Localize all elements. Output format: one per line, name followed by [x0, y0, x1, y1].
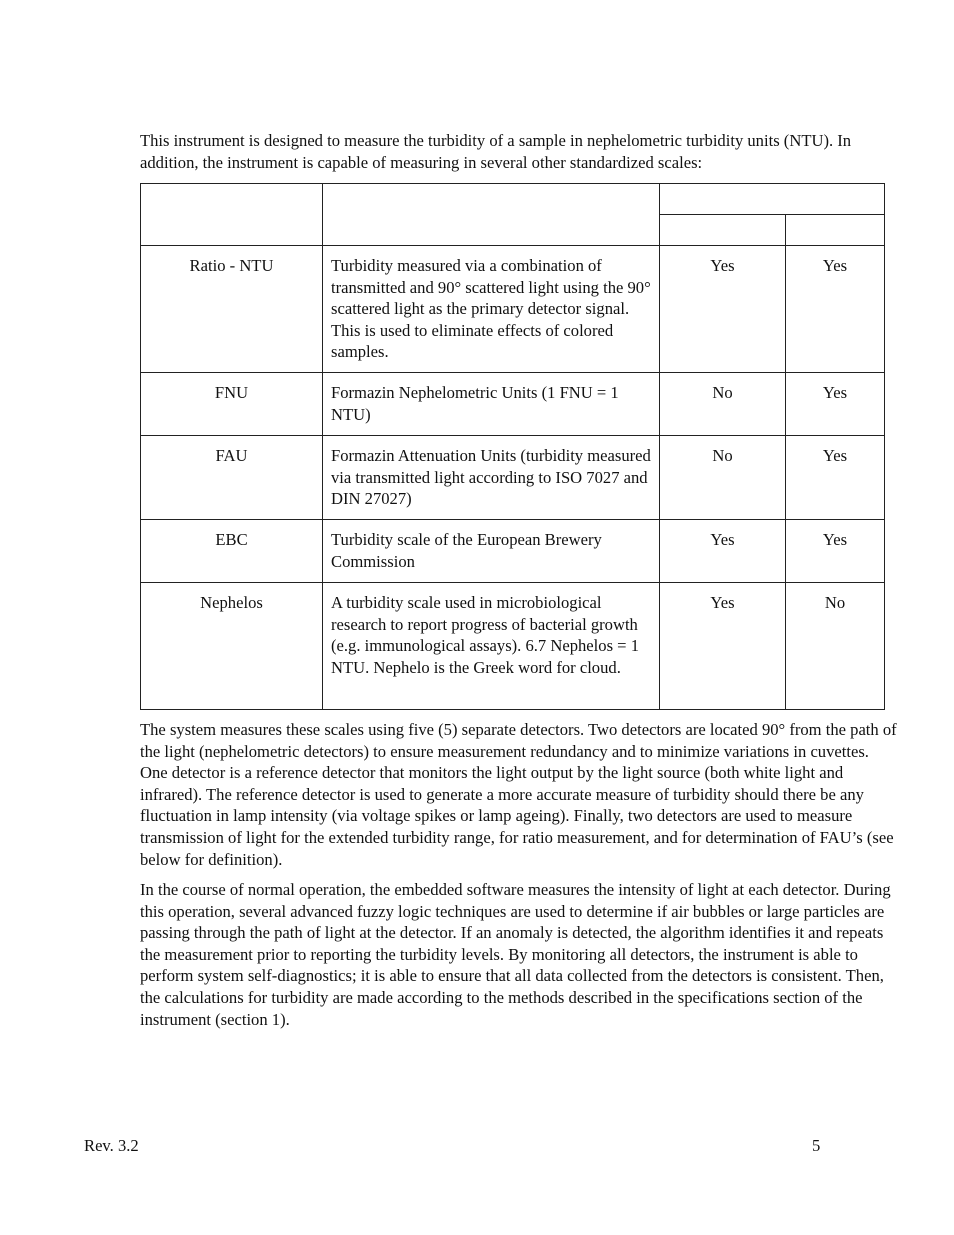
header-cell-col-b — [786, 215, 885, 246]
header-cell-col-a — [660, 215, 786, 246]
scale-name: Ratio - NTU — [141, 246, 323, 373]
scale-col-b: Yes — [786, 373, 885, 436]
scale-col-a: Yes — [660, 583, 786, 710]
scale-col-a: No — [660, 373, 786, 436]
header-cell-group — [660, 184, 885, 215]
table-row — [141, 436, 885, 520]
scale-col-a: Yes — [660, 520, 786, 583]
scale-description: A turbidity scale used in microbiological research to report progress of bacterial growth (e.g. immunological assays). 6.7 Nephelos = 1 NTU. Nephelo is the Greek word for cloud. — [323, 583, 660, 710]
operation-paragraph: In the course of normal operation, the embedded software measures the intensity of light at each detector. During this operation, several advanced fuzzy logic techniques are used to determine if air bubbles or large particles are passing through the path of light at the detector. If an anomaly is detected, the algorithm identifies it and repeats the measurement prior to reporting the turbidity levels. By monitoring all detectors, the instrument is able to perform system self-diagnostics; it is able to ensure that all data collected from the detectors is consistent. Then, the calculations for turbidity are made according to the methods described in the specifications section of the instrument (section 1). — [140, 880, 891, 1029]
detectors-paragraph: The system measures these scales using five (5) separate detectors. Two detectors are located 90° from the path of the light (nephelometric detectors) to ensure measurement redundancy and to minimize variations in cuvettes. One detector is a reference detector that monitors the light output by the light source (both white light and infrared). The reference detector is used to generate a more accurate measure of turbidity should there be any fluctuation in lamp intensity (via voltage spikes or lamp ageing). Finally, two detectors are used to measure transmission of light for the extended turbidity range, for ratio measurement, and for determination of FAU’s (see below for definition). — [140, 720, 897, 869]
turbidity-scales-table — [140, 183, 885, 710]
scale-name: EBC — [141, 520, 323, 583]
scale-description: Formazin Nephelometric Units (1 FNU = 1 NTU) — [323, 373, 660, 436]
table-row — [141, 583, 885, 710]
header-cell-scale — [141, 184, 323, 246]
table-row — [141, 246, 885, 373]
scale-col-a: No — [660, 436, 786, 520]
table-header-row — [141, 184, 885, 215]
table-row — [141, 520, 885, 583]
footer-revision: Rev. 3.2 — [84, 1136, 139, 1155]
scale-name: FAU — [141, 436, 323, 520]
table-row — [141, 373, 885, 436]
scale-description: Turbidity measured via a combination of transmitted and 90° scattered light using the 90° scattered light as the primary detector signal. This is used to eliminate effects of colored samples. — [323, 246, 660, 373]
scale-description: Turbidity scale of the European Brewery Commission — [323, 520, 660, 583]
scale-name: FNU — [141, 373, 323, 436]
scale-col-a: Yes — [660, 246, 786, 373]
scale-col-b: Yes — [786, 436, 885, 520]
scale-name: Nephelos — [141, 583, 323, 710]
scale-col-b: Yes — [786, 520, 885, 583]
header-cell-description — [323, 184, 660, 246]
footer-page-number: 5 — [812, 1136, 821, 1155]
scale-col-b: No — [786, 583, 885, 710]
scale-col-b: Yes — [786, 246, 885, 373]
intro-paragraph: This instrument is designed to measure the turbidity of a sample in nephelometric turbidity units (NTU). In addition, the instrument is capable of measuring in several other standardized scales: — [140, 131, 852, 172]
scale-description: Formazin Attenuation Units (turbidity measured via transmitted light according to ISO 7027 and DIN 27027) — [323, 436, 660, 520]
